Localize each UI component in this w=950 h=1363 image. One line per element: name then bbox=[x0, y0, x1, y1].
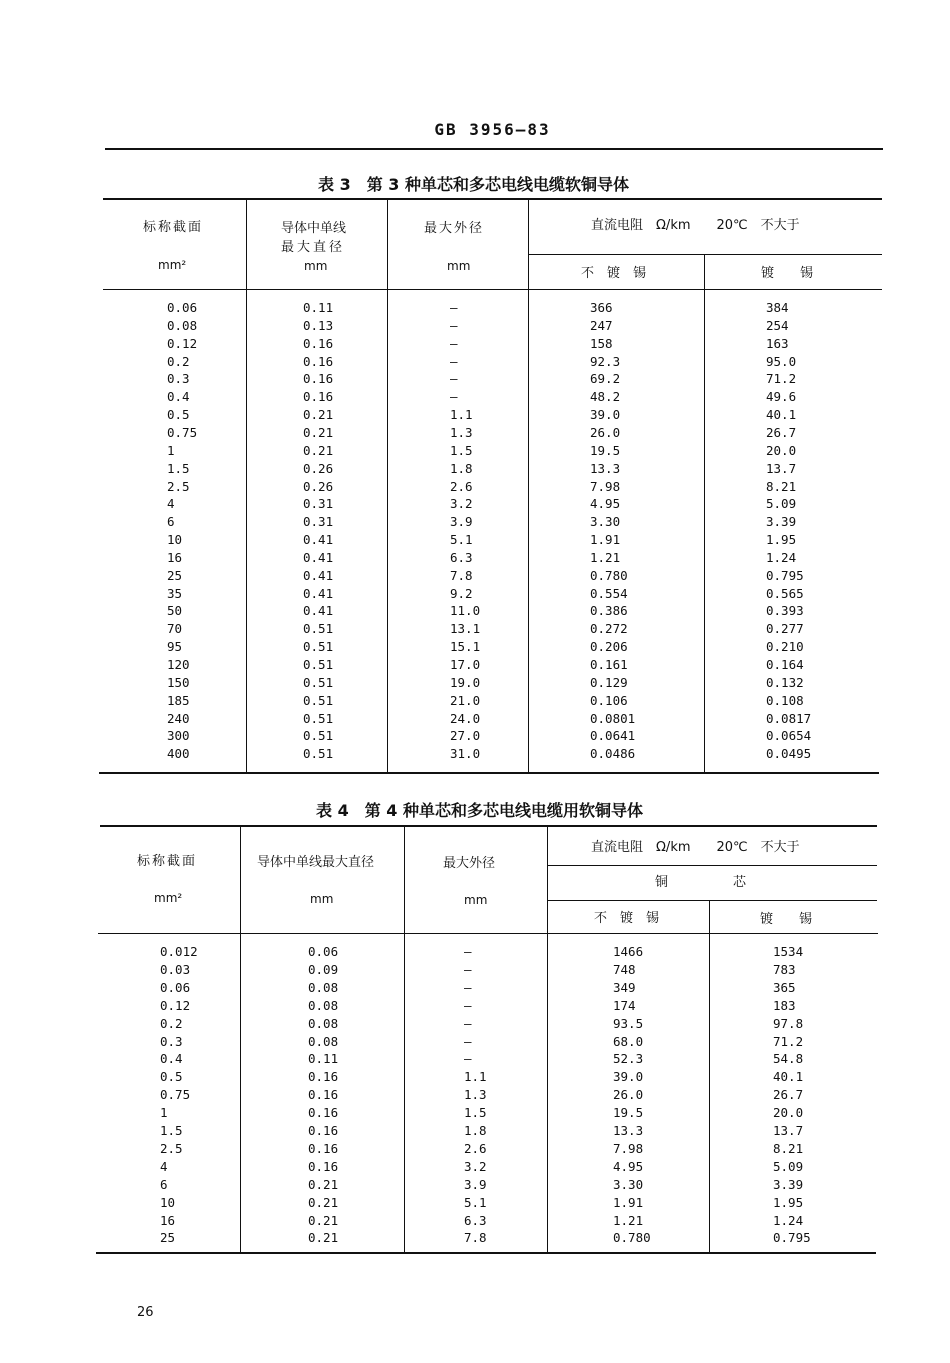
table4-cell-nominal: 16 bbox=[160, 1212, 176, 1228]
table3-cell-tinned: 0.0495 bbox=[766, 746, 812, 762]
table3-cell-wire-dia: 0.11 bbox=[303, 300, 334, 315]
table4-cell-outer: 1.1 bbox=[464, 1069, 487, 1085]
table3-cell-plain: 158 bbox=[590, 335, 613, 351]
table3-row bbox=[0, 711, 950, 727]
table3-cell-outer: 13.1 bbox=[450, 621, 481, 637]
table4-cell-outer: — bbox=[464, 1015, 472, 1031]
table3-cell-wire-dia: 0.26 bbox=[303, 460, 334, 476]
table4-cell-plain: 39.0 bbox=[613, 1069, 644, 1085]
table4-cell-plain: 1466 bbox=[613, 944, 644, 959]
table3-cell-nominal: 10 bbox=[167, 532, 183, 548]
table4-cell-outer: — bbox=[464, 1051, 472, 1067]
table4-header-nominal-unit: mm² bbox=[154, 891, 183, 905]
table3-row bbox=[0, 371, 950, 387]
table3-cell-outer: 5.1 bbox=[450, 532, 473, 548]
table3-cell-plain: 0.780 bbox=[590, 567, 628, 583]
table3-row bbox=[0, 443, 950, 459]
table3-header-resistance: 直流电阻 Ω/km 20℃ 不大于 bbox=[591, 218, 800, 233]
table3-cell-wire-dia: 0.51 bbox=[303, 657, 334, 672]
table3-cell-nominal: 185 bbox=[167, 692, 190, 708]
table3-cell-plain: 0.0801 bbox=[590, 710, 636, 726]
table3-cell-plain: 3.30 bbox=[590, 514, 621, 530]
table3-cell-plain: 19.5 bbox=[590, 442, 621, 458]
table3-cell-plain: 0.386 bbox=[590, 603, 628, 619]
table3-row bbox=[0, 657, 950, 673]
table4-cell-nominal: 0.75 bbox=[160, 1087, 191, 1103]
table3-cell-wire-dia: 0.31 bbox=[303, 514, 334, 530]
table3-cell-wire-dia: 0.41 bbox=[303, 585, 334, 601]
table4-cell-outer: — bbox=[464, 961, 472, 977]
table4-cell-wire-dia: 0.11 bbox=[308, 1051, 339, 1067]
table3-cell-wire-dia: 0.21 bbox=[303, 424, 334, 440]
table4-cell-wire-dia: 0.08 bbox=[308, 1015, 339, 1031]
table3-cell-tinned: 49.6 bbox=[766, 389, 797, 405]
table3-cell-tinned: 95.0 bbox=[766, 353, 797, 369]
table3-cell-outer: 17.0 bbox=[450, 657, 481, 672]
table3-cell-nominal: 240 bbox=[167, 710, 190, 726]
table4-cell-outer: 7.8 bbox=[464, 1230, 487, 1246]
table3-cell-plain: 0.554 bbox=[590, 585, 628, 601]
table4-cell-wire-dia: 0.16 bbox=[308, 1140, 339, 1156]
table3-cell-wire-dia: 0.51 bbox=[303, 674, 334, 690]
table3-cell-plain: 39.0 bbox=[590, 407, 621, 423]
table4-cell-nominal: 0.12 bbox=[160, 997, 191, 1013]
table4-row bbox=[0, 1016, 950, 1032]
table4-row bbox=[0, 1141, 950, 1157]
table3-cell-outer: — bbox=[450, 335, 458, 351]
table4-cell-tinned: 0.795 bbox=[773, 1230, 811, 1246]
table4-cell-nominal: 25 bbox=[160, 1230, 176, 1246]
table3-cell-nominal: 1.5 bbox=[167, 460, 190, 476]
table3-caption: 表 3 第 3 种单芯和多芯电线电缆软铜导体 bbox=[318, 175, 629, 194]
table3-row bbox=[0, 496, 950, 512]
table3-cell-tinned: 0.565 bbox=[766, 585, 804, 601]
table4-cell-tinned: 20.0 bbox=[773, 1105, 804, 1121]
table4-header-nominal: 标称截面 bbox=[137, 854, 198, 869]
table4-row bbox=[0, 1069, 950, 1085]
table4-cell-wire-dia: 0.16 bbox=[308, 1158, 339, 1174]
table3-cell-tinned: 0.164 bbox=[766, 657, 804, 672]
header-rule bbox=[105, 148, 883, 150]
table3-cell-nominal: 0.12 bbox=[167, 335, 198, 351]
table4-cell-tinned: 5.09 bbox=[773, 1158, 804, 1174]
table4-cell-outer: 5.1 bbox=[464, 1194, 487, 1210]
table4-cell-plain: 7.98 bbox=[613, 1140, 644, 1156]
table3-cell-nominal: 35 bbox=[167, 585, 183, 601]
table3-cell-wire-dia: 0.31 bbox=[303, 496, 334, 512]
table3-cell-plain: 1.21 bbox=[590, 549, 621, 565]
table3-row bbox=[0, 728, 950, 744]
table4-cell-nominal: 0.2 bbox=[160, 1015, 183, 1031]
table3-cell-tinned: 0.795 bbox=[766, 567, 804, 583]
table4-cell-plain: 349 bbox=[613, 979, 636, 995]
table3-cell-plain: 7.98 bbox=[590, 478, 621, 494]
table4-top-rule bbox=[100, 825, 877, 827]
table3-cell-tinned: 0.132 bbox=[766, 674, 804, 690]
table3-cell-plain: 0.161 bbox=[590, 657, 628, 672]
table4-cell-plain: 174 bbox=[613, 997, 636, 1013]
table4-cell-nominal: 4 bbox=[160, 1158, 168, 1174]
table4-cell-tinned: 1.24 bbox=[773, 1212, 804, 1228]
table3-row bbox=[0, 407, 950, 423]
table3-cell-plain: 0.129 bbox=[590, 674, 628, 690]
table4-row bbox=[0, 1087, 950, 1103]
table4-cell-wire-dia: 0.08 bbox=[308, 1033, 339, 1049]
table3-header-outer: 最大外径 bbox=[424, 221, 485, 236]
table3-cell-outer: 21.0 bbox=[450, 692, 481, 708]
table4-row bbox=[0, 1034, 950, 1050]
table3-cell-nominal: 0.2 bbox=[167, 353, 190, 369]
table3-cell-nominal: 0.75 bbox=[167, 424, 198, 440]
table4-row bbox=[0, 1123, 950, 1139]
table3-cell-plain: 0.206 bbox=[590, 639, 628, 655]
table4-header-copper-core: 铜 芯 bbox=[655, 875, 747, 890]
table3-header-rule bbox=[103, 289, 882, 290]
table3-cell-tinned: 8.21 bbox=[766, 478, 797, 494]
table3-cell-plain: 0.272 bbox=[590, 621, 628, 637]
table3-header-tinned: 镀 锡 bbox=[761, 266, 814, 281]
table4-cell-plain: 4.95 bbox=[613, 1158, 644, 1174]
table3-cell-plain: 48.2 bbox=[590, 389, 621, 405]
table3-cell-tinned: 1.95 bbox=[766, 532, 797, 548]
table3-cell-tinned: 71.2 bbox=[766, 371, 797, 387]
table4-cell-plain: 26.0 bbox=[613, 1087, 644, 1103]
table3-cell-outer: — bbox=[450, 371, 458, 387]
table3-cell-nominal: 95 bbox=[167, 639, 183, 655]
table4-row bbox=[0, 1195, 950, 1211]
table4-cell-wire-dia: 0.21 bbox=[308, 1230, 339, 1246]
table4-row bbox=[0, 1051, 950, 1067]
table3-cell-outer: 1.5 bbox=[450, 442, 473, 458]
table3-cell-wire-dia: 0.51 bbox=[303, 728, 334, 744]
table3-row bbox=[0, 603, 950, 619]
table3-cell-plain: 4.95 bbox=[590, 496, 621, 512]
table3-cell-plain: 26.0 bbox=[590, 424, 621, 440]
table3-cell-nominal: 6 bbox=[167, 514, 175, 530]
table3-cell-nominal: 0.08 bbox=[167, 317, 198, 333]
table3-row bbox=[0, 693, 950, 709]
table4-cell-tinned: 13.7 bbox=[773, 1123, 804, 1138]
table3-header-nominal: 标称截面 bbox=[143, 220, 204, 235]
table3-cell-outer: 1.3 bbox=[450, 424, 473, 440]
table3-cell-outer: — bbox=[450, 300, 458, 315]
table3-row bbox=[0, 318, 950, 334]
table4-cell-tinned: 183 bbox=[773, 997, 796, 1013]
table4-cell-wire-dia: 0.16 bbox=[308, 1105, 339, 1121]
table4-cell-tinned: 40.1 bbox=[773, 1069, 804, 1085]
table3-cell-tinned: 0.210 bbox=[766, 639, 804, 655]
table4-cell-wire-dia: 0.21 bbox=[308, 1194, 339, 1210]
table3-cell-nominal: 300 bbox=[167, 728, 190, 744]
table3-resistance-subrule bbox=[528, 254, 882, 255]
table3-row bbox=[0, 461, 950, 477]
table3-cell-nominal: 4 bbox=[167, 496, 175, 512]
table3-cell-tinned: 384 bbox=[766, 300, 789, 315]
table4-cell-tinned: 97.8 bbox=[773, 1015, 804, 1031]
table3-cell-tinned: 163 bbox=[766, 335, 789, 351]
table4-header-rule bbox=[98, 933, 878, 934]
table3-cell-wire-dia: 0.41 bbox=[303, 532, 334, 548]
table3-cell-tinned: 0.0817 bbox=[766, 710, 812, 726]
table4-header-tinned: 镀 锡 bbox=[760, 912, 813, 927]
table4-header-wire-dia-unit: mm bbox=[310, 892, 334, 906]
table4-bottom-rule bbox=[96, 1252, 876, 1254]
table4-cell-tinned: 783 bbox=[773, 961, 796, 977]
table4-cell-plain: 93.5 bbox=[613, 1015, 644, 1031]
table3-header-wire-dia-1: 导体中单线 bbox=[281, 221, 347, 236]
table4-cell-nominal: 0.5 bbox=[160, 1069, 183, 1085]
table4-cell-wire-dia: 0.16 bbox=[308, 1087, 339, 1103]
table3-header-plain: 不 镀 锡 bbox=[581, 266, 647, 281]
table3-header-wire-dia-2: 最大直径 bbox=[281, 240, 346, 255]
table4-cell-outer: — bbox=[464, 944, 472, 959]
table3-cell-nominal: 1 bbox=[167, 442, 175, 458]
table3-header-outer-unit: mm bbox=[447, 259, 471, 273]
document-standard-code: GB 3956—83 bbox=[434, 120, 551, 139]
table4-cell-wire-dia: 0.16 bbox=[308, 1069, 339, 1085]
table3-cell-nominal: 2.5 bbox=[167, 478, 190, 494]
table4-cell-tinned: 1.95 bbox=[773, 1194, 804, 1210]
table4-cell-plain: 19.5 bbox=[613, 1105, 644, 1121]
table3-row bbox=[0, 621, 950, 637]
table4-row bbox=[0, 1177, 950, 1193]
table4-row bbox=[0, 1159, 950, 1175]
table3-cell-wire-dia: 0.16 bbox=[303, 371, 334, 387]
table3-cell-outer: 27.0 bbox=[450, 728, 481, 744]
table3-cell-nominal: 400 bbox=[167, 746, 190, 762]
table3-cell-nominal: 70 bbox=[167, 621, 183, 637]
table3-header-nominal-unit: mm² bbox=[158, 258, 187, 272]
table4-cell-plain: 1.21 bbox=[613, 1212, 644, 1228]
table3-cell-plain: 0.0486 bbox=[590, 746, 636, 762]
table3-row bbox=[0, 389, 950, 405]
table3-cell-outer: 9.2 bbox=[450, 585, 473, 601]
table4-cell-wire-dia: 0.21 bbox=[308, 1212, 339, 1228]
table4-cell-wire-dia: 0.16 bbox=[308, 1123, 339, 1138]
table3-cell-outer: 19.0 bbox=[450, 674, 481, 690]
table3-cell-wire-dia: 0.16 bbox=[303, 389, 334, 405]
table4-cell-outer: 2.6 bbox=[464, 1140, 487, 1156]
table3-cell-nominal: 50 bbox=[167, 603, 183, 619]
table4-cell-wire-dia: 0.08 bbox=[308, 979, 339, 995]
table4-cell-tinned: 54.8 bbox=[773, 1051, 804, 1067]
table3-cell-wire-dia: 0.41 bbox=[303, 549, 334, 565]
table4-row bbox=[0, 980, 950, 996]
table4-header-outer: 最大外径 bbox=[443, 856, 496, 871]
table4-header-resistance: 直流电阻 Ω/km 20℃ 不大于 bbox=[591, 840, 800, 855]
table3-row bbox=[0, 336, 950, 352]
table3-cell-plain: 0.106 bbox=[590, 692, 628, 708]
table4-cell-outer: 1.3 bbox=[464, 1087, 487, 1103]
table4-copper-subrule bbox=[547, 900, 877, 901]
table3-cell-outer: 11.0 bbox=[450, 603, 481, 619]
table4-cell-nominal: 2.5 bbox=[160, 1140, 183, 1156]
table4-row bbox=[0, 1230, 950, 1246]
table4-cell-outer: — bbox=[464, 1033, 472, 1049]
table3-cell-outer: 2.6 bbox=[450, 478, 473, 494]
table4-cell-wire-dia: 0.21 bbox=[308, 1176, 339, 1192]
table3-cell-nominal: 120 bbox=[167, 657, 190, 672]
table3-cell-tinned: 40.1 bbox=[766, 407, 797, 423]
table3-header-wire-dia-unit: mm bbox=[304, 259, 328, 273]
table3-cell-wire-dia: 0.41 bbox=[303, 567, 334, 583]
table4-row bbox=[0, 1213, 950, 1229]
table4-cell-tinned: 1534 bbox=[773, 944, 804, 959]
table3-cell-outer: 31.0 bbox=[450, 746, 481, 762]
table3-cell-nominal: 25 bbox=[167, 567, 183, 583]
table3-cell-outer: — bbox=[450, 317, 458, 333]
table4-cell-outer: — bbox=[464, 997, 472, 1013]
table3-bottom-rule bbox=[99, 772, 879, 774]
table3-cell-tinned: 5.09 bbox=[766, 496, 797, 512]
table4-cell-outer: 3.2 bbox=[464, 1158, 487, 1174]
table3-cell-tinned: 3.39 bbox=[766, 514, 797, 530]
table4-cell-tinned: 365 bbox=[773, 979, 796, 995]
table3-cell-nominal: 0.5 bbox=[167, 407, 190, 423]
table4-cell-wire-dia: 0.06 bbox=[308, 944, 339, 959]
table3-cell-nominal: 0.06 bbox=[167, 300, 198, 315]
table3-cell-wire-dia: 0.41 bbox=[303, 603, 334, 619]
table3-cell-outer: 24.0 bbox=[450, 710, 481, 726]
table3-cell-plain: 1.91 bbox=[590, 532, 621, 548]
table3-cell-wire-dia: 0.16 bbox=[303, 353, 334, 369]
table3-cell-outer: — bbox=[450, 389, 458, 405]
table3-cell-nominal: 16 bbox=[167, 549, 183, 565]
table4-cell-outer: — bbox=[464, 979, 472, 995]
table3-cell-wire-dia: 0.21 bbox=[303, 442, 334, 458]
table4-header-outer-unit: mm bbox=[464, 893, 488, 907]
table3-cell-wire-dia: 0.13 bbox=[303, 317, 334, 333]
table3-cell-outer: 7.8 bbox=[450, 567, 473, 583]
table3-row bbox=[0, 568, 950, 584]
table3-cell-plain: 247 bbox=[590, 317, 613, 333]
table3-cell-outer: 6.3 bbox=[450, 549, 473, 565]
table3-cell-nominal: 0.4 bbox=[167, 389, 190, 405]
table3-cell-tinned: 26.7 bbox=[766, 424, 797, 440]
table3-row bbox=[0, 532, 950, 548]
table4-header-plain: 不 镀 锡 bbox=[594, 911, 660, 926]
table3-row bbox=[0, 586, 950, 602]
table3-row bbox=[0, 354, 950, 370]
table4-cell-plain: 1.91 bbox=[613, 1194, 644, 1210]
table3-cell-wire-dia: 0.16 bbox=[303, 335, 334, 351]
table4-cell-tinned: 8.21 bbox=[773, 1140, 804, 1156]
table3-top-rule bbox=[103, 198, 882, 200]
table4-cell-nominal: 0.06 bbox=[160, 979, 191, 995]
table3-cell-tinned: 20.0 bbox=[766, 442, 797, 458]
table3-cell-outer: 1.1 bbox=[450, 407, 473, 423]
table3-cell-tinned: 13.7 bbox=[766, 460, 797, 476]
table4-header-wire-dia: 导体中单线最大直径 bbox=[257, 855, 375, 870]
table3-row bbox=[0, 300, 950, 316]
table4-cell-tinned: 3.39 bbox=[773, 1176, 804, 1192]
table4-cell-nominal: 0.03 bbox=[160, 961, 191, 977]
table4-cell-plain: 52.3 bbox=[613, 1051, 644, 1067]
table4-cell-plain: 3.30 bbox=[613, 1176, 644, 1192]
table4-cell-nominal: 10 bbox=[160, 1194, 176, 1210]
table4-cell-nominal: 0.012 bbox=[160, 944, 198, 959]
table3-cell-nominal: 0.3 bbox=[167, 371, 190, 387]
table3-row bbox=[0, 425, 950, 441]
table4-row bbox=[0, 1105, 950, 1121]
table4-row bbox=[0, 944, 950, 960]
table4-cell-wire-dia: 0.08 bbox=[308, 997, 339, 1013]
table3-row bbox=[0, 479, 950, 495]
table3-row bbox=[0, 639, 950, 655]
table4-cell-nominal: 1 bbox=[160, 1105, 168, 1121]
table4-cell-outer: 1.5 bbox=[464, 1105, 487, 1121]
table3-cell-plain: 0.0641 bbox=[590, 728, 636, 744]
table3-row bbox=[0, 746, 950, 762]
page-number: 26 bbox=[137, 1305, 154, 1320]
table4-cell-tinned: 71.2 bbox=[773, 1033, 804, 1049]
table3-cell-plain: 13.3 bbox=[590, 460, 621, 476]
table3-cell-tinned: 0.277 bbox=[766, 621, 804, 637]
table3-cell-outer: 3.9 bbox=[450, 514, 473, 530]
table3-cell-outer: 15.1 bbox=[450, 639, 481, 655]
table3-cell-wire-dia: 0.51 bbox=[303, 639, 334, 655]
table4-cell-outer: 1.8 bbox=[464, 1123, 487, 1138]
table3-cell-tinned: 0.108 bbox=[766, 692, 804, 708]
table3-cell-tinned: 254 bbox=[766, 317, 789, 333]
table3-cell-tinned: 1.24 bbox=[766, 549, 797, 565]
table3-cell-tinned: 0.393 bbox=[766, 603, 804, 619]
table4-cell-nominal: 6 bbox=[160, 1176, 168, 1192]
table3-cell-plain: 366 bbox=[590, 300, 613, 315]
table3-cell-wire-dia: 0.51 bbox=[303, 710, 334, 726]
table3-cell-wire-dia: 0.21 bbox=[303, 407, 334, 423]
table4-cell-nominal: 0.4 bbox=[160, 1051, 183, 1067]
table4-cell-plain: 13.3 bbox=[613, 1123, 644, 1138]
table4-row bbox=[0, 962, 950, 978]
table4-cell-tinned: 26.7 bbox=[773, 1087, 804, 1103]
table3-cell-wire-dia: 0.51 bbox=[303, 692, 334, 708]
table4-resistance-subrule bbox=[547, 865, 877, 866]
table3-cell-plain: 69.2 bbox=[590, 371, 621, 387]
table3-cell-tinned: 0.0654 bbox=[766, 728, 812, 744]
table4-caption: 表 4 第 4 种单芯和多芯电线电缆用软铜导体 bbox=[316, 801, 643, 820]
table3-row bbox=[0, 675, 950, 691]
table3-cell-nominal: 150 bbox=[167, 674, 190, 690]
table4-cell-plain: 68.0 bbox=[613, 1033, 644, 1049]
table4-cell-wire-dia: 0.09 bbox=[308, 961, 339, 977]
table3-cell-outer: 1.8 bbox=[450, 460, 473, 476]
table4-cell-plain: 0.780 bbox=[613, 1230, 651, 1246]
table4-cell-plain: 748 bbox=[613, 961, 636, 977]
table4-cell-nominal: 1.5 bbox=[160, 1123, 183, 1138]
table4-cell-outer: 6.3 bbox=[464, 1212, 487, 1228]
table3-cell-outer: — bbox=[450, 353, 458, 369]
table3-row bbox=[0, 550, 950, 566]
table3-cell-wire-dia: 0.51 bbox=[303, 621, 334, 637]
table3-cell-wire-dia: 0.26 bbox=[303, 478, 334, 494]
table3-cell-wire-dia: 0.51 bbox=[303, 746, 334, 762]
table4-row bbox=[0, 998, 950, 1014]
table3-row bbox=[0, 514, 950, 530]
table4-cell-nominal: 0.3 bbox=[160, 1033, 183, 1049]
table3-cell-plain: 92.3 bbox=[590, 353, 621, 369]
table3-cell-outer: 3.2 bbox=[450, 496, 473, 512]
table4-cell-outer: 3.9 bbox=[464, 1176, 487, 1192]
